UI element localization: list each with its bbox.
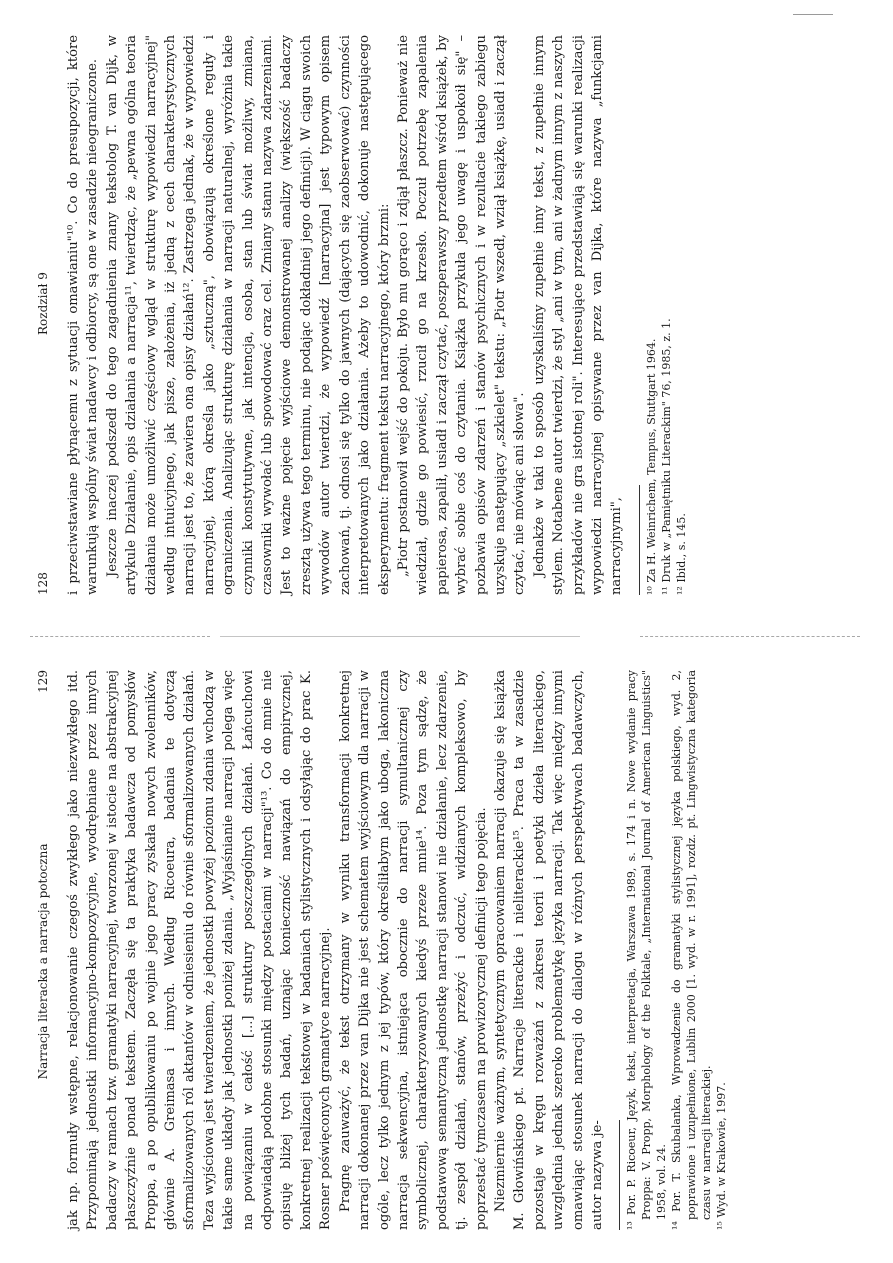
footnote: ¹² Ibid., s. 145. <box>674 513 688 595</box>
footnotes <box>639 35 689 595</box>
body-text <box>64 35 627 595</box>
footnotes <box>619 670 729 1230</box>
paragraph: Jeszcze inaczej podszedł do tego zagadnienia znany tekstolog T. van Dijk, w artykule Działanie, opis działania a narracja¹¹, twierdząc, że „pewna ogólna teoria działania może umożliwić częściowy wgląd w strukturę wypowiedzi narracyjnej" według intuicyjnego, jak pisze, założenia, iż jedną z cech charakterystycznych narracji jest to, że zawiera ona opisy działań¹². Zastrzega jednak, że w wypowiedzi narracyjnej, którą określa jako „sztuczną", obowiązują określone reguły i ograniczenia. Analizując strukturę działania w narracji naturalnej, wyróżnia takie czynniki konstytutywne, jak intencja, osoba, stan lub świat możliwy, zmiana, czasowniki wywołać lub spowodować oraz cel. Zmiany stanu nazywa zdarzeniami. Jest to ważne pojęcie wyjściowe demonstrowanej analizy (większość badaczy zresztą używa tego terminu, nie podając dokładniej jego definicji). W ciągu swoich wywodów autor twierdzi, że wypowiedź [narracyjna] jest typowym opisem zachowań, tj. odnosi się tylko do jawnych (dających się zaobserwować) czynności interpretowanych jako działania. Ażeby to udowodnić, dokonuje następującego eksperymentu: fragment tekstu narracyjnego, który brzmi: <box>104 35 392 595</box>
running-head <box>36 35 58 595</box>
footnote-rule <box>619 1120 620 1230</box>
page-129 <box>36 670 856 1230</box>
footnote-rule <box>639 485 640 595</box>
page-number: 128 <box>36 572 50 595</box>
scan-edge-top <box>0 0 893 30</box>
body-text <box>64 670 607 1230</box>
footnote: ¹³ Por. P. Ricoeur, Język, tekst, interpretacja, Warszawa 1989, s. 174 i n. Nowe wydanie pracy Proppa: V. Propp, Morphology of the Folktale, „International Journal of American Linguistics" 1958, vol. 24. <box>625 670 669 1230</box>
page-number: 129 <box>36 670 50 693</box>
footnote: ¹⁰ Za H. Weinrichem, Tempus, Stuttgart 1964. <box>644 338 658 595</box>
paragraph: Niezmiernie ważnym, syntetycznym opracowaniem narracji okazuje się książka M. Głowińskiego pt. Narracje literackie i nieliterackie¹⁵. Praca ta w zasadzie pozostaje w kręgu rozważań z zakresu teorii i poetyki dzieła literackiego, uwzględnia jednak szeroko problematykę języka narracji. Tak więc między innymi omawiając stosunek narracji do dialogu w różnych perspektywach badawczych, autor nazywa je- <box>492 670 605 1230</box>
footnote: ¹⁵ Wyd. w Krakowie, 1997. <box>715 1082 729 1230</box>
paragraph: jak np. formuły wstępne, relacjonowanie czegoś zwykłego jako niezwykłego itd. Przypominają jednostki informacyjno-kompozycyjne, wyodrębniane przez innych badaczy w ramach tzw. gramatyki narracyjnej, tworzonej w istocie na abstrakcyjnej płaszczyźnie ponad tekstem. Zaczęła się ta praktyka badawcza od pomysłów Proppa, a po opublikowaniu po wojnie jego pracy zyskała nowych zwolenników, głównie A. Greimasa i innych. Według Ricoeura, badania te dotyczą sformalizowanych ról aktantów w odniesieniu do równie sformalizowanych działań. Teza wyjściowa jest twierdzeniem, że jednostki powyżej poziomu zdania wchodzą w takie same układy jak jednostki poniżej zdania. „Wyjaśnianie narracji polega więc na powiązaniu w całość [...] struktury poszczególnych działań. Łańcuchowi odpowiadają podobne stosunki między postaciami w narracji"¹³. Co do mnie nie opisuję bliżej tych badań, uznając konieczność nawiązań do empirycznej, konkretnej realizacji tekstowej w badaniach stylistycznych i odsyłając do prac K. Rosner poświęconych gramatyce narracyjnej. <box>66 670 334 1230</box>
paragraph: „Piotr postanowił wejść do pokoju. Było mu gorąco i zdjął płaszcz. Ponieważ nie wiedział, gdzie go powiesić, rzucił go na krzesło. Poczuł potrzebę zapalenia papierosa, zapalił, usiadł i zaczął czytać, poszperawszy przedtem wśród książek, by wybrać sobie coś do czytania. Książka przykuła jego uwagę i uspokoił się" – pozbawia opisów zdarzeń i stanów psychicznych i w rezultacie takiego zabiegu uzyskuje następujący „szkielet" tekstu: „Piotr wszedł, wziął książkę, usiadł i zaczął czytać, nie mówiąc ani słowa". <box>395 35 528 595</box>
footnote: ¹¹ Druk w „Pamiętniku Literackim" 76, 1985, z. 1. <box>659 318 673 595</box>
page-128-content <box>36 35 856 595</box>
page-129-content <box>36 670 856 1230</box>
section-title: Narracja literacka a narracja potoczna <box>36 843 50 1080</box>
footnote: ¹⁴ Por. T. Skubalanka, Wprowadzenie do gramatyki stylistycznej języka polskiego, wyd. 2, poprawione i uzupełnione, Lublin 2000 [1. wyd. w r. 1991], rozdz. pt. Lingwistyczna kategoria czasu w narracji literackiej. <box>670 670 714 1230</box>
paragraph: Jednakże w taki to sposób uzyskaliśmy zupełnie inny tekst, z zupełnie innym stylem. Notabene autor twierdzi, że styl „ani w tym, ani w żadnym innym z naszych przykładów nie gra istotnej roli". Interesujące przedstawiają się warunki realizacji wypowiedzi narracyjnej opisywane przez van Dijka, które nazywa „funkcjami narracyjnymi", <box>531 35 625 595</box>
chapter-title: Rozdział 9 <box>36 272 50 336</box>
page-128 <box>36 35 856 595</box>
paragraph: Pragnę zauważyć, że tekst otrzymany w wyniku transformacji konkretnej narracji dokonanej przez van Dijka nie jest schematem wyjściowym dla narracji w ogóle, lecz tylko jednym z jej typów, który określiłabym jako uboga, lakoniczna narracja sekwencyjna, istniejąca obocznie do narracji symultanicznej czy symbolicznej, charakteryzowanych kiedyś przeze mnie¹⁴. Poza tym sądzę, że podstawową semantyczną jednostkę narracji stanowi nie działanie, lecz zdarzenie, tj. zespół działań, stanów, przeżyć i odczuć, widzianych kompleksowo, by poprzestać tymczasem na prowizorycznej definicji tego pojęcia. <box>337 670 489 1230</box>
running-head <box>36 670 58 1230</box>
paragraph: i przeciwstawiane płynącemu z sytuacji omawianiu"¹⁰. Co do presupozycji, które warunkują wspólny świat nadawcy i odbiorcy, są one w zasadzie nieograniczone. <box>66 35 101 595</box>
